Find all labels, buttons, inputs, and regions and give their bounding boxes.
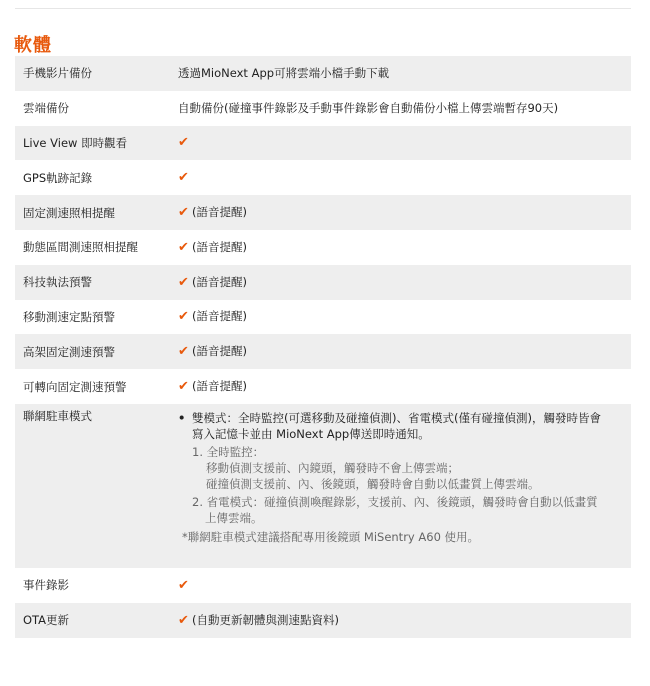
spec-value-text: (語音提醒) [192,239,247,254]
check-icon: ✔ [178,274,189,290]
section-title: 軟體 [14,35,52,56]
bullet-dot: • [178,410,186,425]
spec-label: 雲端備份 [23,101,69,116]
spec-value-text: 自動備份(碰撞事件錄影及手動事件錄影會自動備份小檔上傳雲端暫存90天) [178,101,559,116]
spec-label: 手機影片備份 [23,66,92,81]
spec-row [15,126,631,161]
spec-row [15,334,631,369]
spec-row [15,300,631,335]
spec-value [178,204,631,221]
spec-value [178,169,631,186]
spec-row-parking [15,404,631,568]
spec-value [178,577,631,594]
check-icon: ✔ [178,612,189,628]
spec-label: 科技執法預警 [23,275,92,290]
spec-label: 事件錄影 [23,578,69,593]
top-divider [15,8,631,9]
spec-label: 聯網駐車模式 [23,408,92,423]
spec-value-text: (語音提醒) [192,309,247,324]
spec-label: 可轉向固定測速預警 [23,379,127,394]
spec-value [178,274,631,291]
spec-value-text: (語音提醒) [192,379,247,394]
spec-value [178,239,631,256]
spec-table [15,56,631,638]
check-icon: ✔ [178,239,189,255]
check-icon: ✔ [178,309,189,325]
parking-desc-line1: 雙模式：全時監控(可選移動及碰撞偵測)、省電模式(僅有碰撞偵測)，觸發時皆會 [192,410,601,425]
spec-row [15,230,631,265]
spec-value-text: (語音提醒) [192,205,247,220]
check-icon: ✔ [178,577,189,593]
check-icon: ✔ [178,170,189,186]
spec-label: GPS軌跡記錄 [23,170,93,185]
spec-value-parking [178,408,631,545]
spec-row [15,91,631,126]
spec-value [178,134,631,151]
check-icon: ✔ [178,379,189,395]
spec-row [15,195,631,230]
parking-item1-title: 1. 全時監控： [192,444,265,459]
spec-label: 固定測速照相提醒 [23,205,115,220]
spec-label: Live View 即時觀看 [23,135,128,150]
spec-row [15,568,631,603]
parking-item2-a: 2. 省電模式：碰撞偵測喚醒錄影，支援前、內、後鏡頭，觸發時會自動以低畫質 [192,494,598,509]
parking-item2-b: 上傳雲端。 [205,510,263,525]
spec-value-text: (語音提醒) [192,344,247,359]
check-icon: ✔ [178,205,189,221]
spec-row [15,56,631,91]
spec-value-text: (語音提醒) [192,274,247,289]
spec-value [178,65,631,81]
spec-row [15,369,631,404]
spec-label: 動態區間測速照相提醒 [23,240,138,255]
spec-label: 高架固定測速預警 [23,344,115,359]
parking-item1-a: 移動偵測支援前、內鏡頭，觸發時不會上傳雲端； [206,460,459,475]
spec-value-text: (自動更新韌體與測速點資料) [192,612,339,627]
check-icon: ✔ [178,135,189,151]
spec-value-text: 透過MioNext App可將雲端小檔手動下載 [178,66,390,81]
spec-label: OTA更新 [23,613,70,628]
check-icon: ✔ [178,344,189,360]
spec-value [178,378,631,395]
parking-bullet [178,408,631,426]
spec-rows-after [15,568,631,638]
spec-value [178,100,631,116]
spec-value [178,612,631,629]
spec-label: 移動測速定點預警 [23,309,115,324]
spec-rows [15,56,631,404]
spec-value [178,343,631,360]
parking-footnote: *聯網駐車模式建議搭配專用後鏡頭 MiSentry A60 使用。 [182,529,480,544]
parking-item1-b: 碰撞偵測支援前、內、後鏡頭，觸發時會自動以低畫質上傳雲端。 [206,476,540,491]
spec-row [15,265,631,300]
spec-row [15,603,631,638]
parking-desc-line2: 寫入記憶卡並由 MioNext App傳送即時通知。 [192,426,430,441]
spec-value [178,308,631,325]
spec-row [15,160,631,195]
